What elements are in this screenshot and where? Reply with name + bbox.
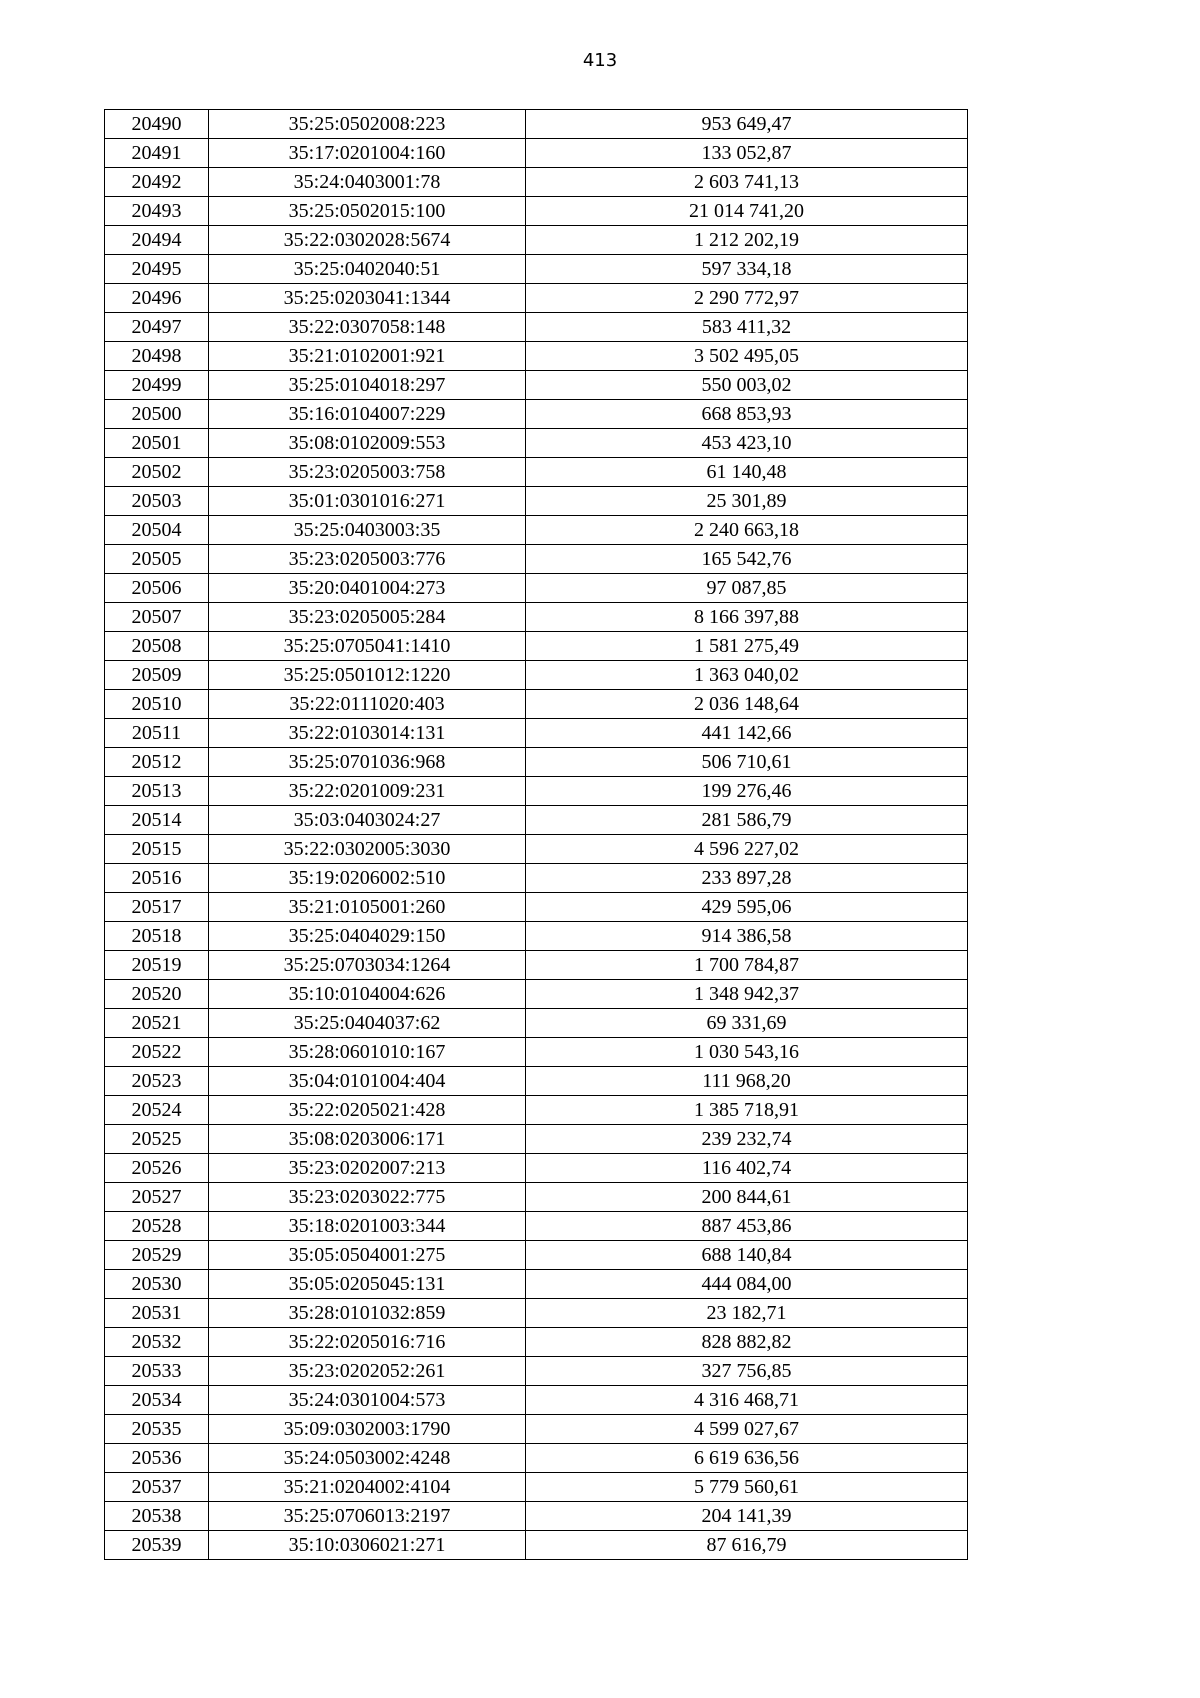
cadastral-number-cell: 35:10:0306021:271 [209,1531,526,1560]
table-row [105,690,968,719]
cadastral-value-cell: 1 581 275,49 [526,632,968,661]
row-number-cell: 20534 [105,1386,209,1415]
row-number-cell: 20499 [105,371,209,400]
cadastral-number-cell: 35:25:0404029:150 [209,922,526,951]
row-number-cell: 20528 [105,1212,209,1241]
cadastral-number-cell: 35:25:0703034:1264 [209,951,526,980]
cadastral-value-cell: 550 003,02 [526,371,968,400]
table-row [105,284,968,313]
cadastral-number-cell: 35:21:0204002:4104 [209,1473,526,1502]
row-number-cell: 20519 [105,951,209,980]
cadastral-number-cell: 35:22:0205016:716 [209,1328,526,1357]
row-number-cell: 20501 [105,429,209,458]
cadastral-number-cell: 35:23:0205003:776 [209,545,526,574]
row-number-cell: 20502 [105,458,209,487]
table-row [105,545,968,574]
table-row [105,661,968,690]
cadastral-value-cell: 1 030 543,16 [526,1038,968,1067]
cadastral-number-cell: 35:25:0502008:223 [209,110,526,139]
cadastral-value-table [104,109,968,1560]
table-row [105,1241,968,1270]
row-number-cell: 20522 [105,1038,209,1067]
cadastral-number-cell: 35:24:0403001:78 [209,168,526,197]
row-number-cell: 20492 [105,168,209,197]
cadastral-number-cell: 35:22:0307058:148 [209,313,526,342]
cadastral-number-cell: 35:08:0102009:553 [209,429,526,458]
table-row [105,980,968,1009]
row-number-cell: 20513 [105,777,209,806]
cadastral-number-cell: 35:23:0205003:758 [209,458,526,487]
cadastral-number-cell: 35:04:0101004:404 [209,1067,526,1096]
cadastral-number-cell: 35:25:0203041:1344 [209,284,526,313]
table-row [105,197,968,226]
row-number-cell: 20526 [105,1154,209,1183]
table-row [105,1328,968,1357]
cadastral-value-cell: 429 595,06 [526,893,968,922]
cadastral-value-cell: 2 603 741,13 [526,168,968,197]
table-row [105,400,968,429]
cadastral-value-cell: 165 542,76 [526,545,968,574]
table-row [105,1009,968,1038]
cadastral-value-cell: 441 142,66 [526,719,968,748]
cadastral-value-cell: 111 968,20 [526,1067,968,1096]
row-number-cell: 20512 [105,748,209,777]
cadastral-value-cell: 1 700 784,87 [526,951,968,980]
row-number-cell: 20517 [105,893,209,922]
cadastral-number-cell: 35:25:0402040:51 [209,255,526,284]
cadastral-number-cell: 35:23:0203022:775 [209,1183,526,1212]
table-row [105,777,968,806]
table-row [105,139,968,168]
row-number-cell: 20524 [105,1096,209,1125]
cadastral-number-cell: 35:22:0103014:131 [209,719,526,748]
cadastral-number-cell: 35:19:0206002:510 [209,864,526,893]
cadastral-value-cell: 953 649,47 [526,110,968,139]
row-number-cell: 20506 [105,574,209,603]
row-number-cell: 20531 [105,1299,209,1328]
table-row [105,1415,968,1444]
row-number-cell: 20533 [105,1357,209,1386]
cadastral-value-cell: 204 141,39 [526,1502,968,1531]
table-row [105,1502,968,1531]
cadastral-value-cell: 1 212 202,19 [526,226,968,255]
table-row [105,168,968,197]
cadastral-number-cell: 35:17:0201004:160 [209,139,526,168]
cadastral-number-cell: 35:23:0205005:284 [209,603,526,632]
table-row [105,458,968,487]
cadastral-number-cell: 35:28:0601010:167 [209,1038,526,1067]
cadastral-value-cell: 21 014 741,20 [526,197,968,226]
table-row [105,603,968,632]
row-number-cell: 20518 [105,922,209,951]
table-row [105,893,968,922]
row-number-cell: 20516 [105,864,209,893]
cadastral-value-cell: 97 087,85 [526,574,968,603]
row-number-cell: 20507 [105,603,209,632]
cadastral-number-cell: 35:25:0502015:100 [209,197,526,226]
cadastral-value-cell: 116 402,74 [526,1154,968,1183]
table-row [105,632,968,661]
table-row [105,342,968,371]
cadastral-value-cell: 5 779 560,61 [526,1473,968,1502]
table-row [105,719,968,748]
table-row [105,806,968,835]
cadastral-value-cell: 327 756,85 [526,1357,968,1386]
table-row [105,1038,968,1067]
row-number-cell: 20497 [105,313,209,342]
row-number-cell: 20532 [105,1328,209,1357]
row-number-cell: 20537 [105,1473,209,1502]
table-row [105,1531,968,1560]
cadastral-number-cell: 35:25:0403003:35 [209,516,526,545]
table-row [105,1270,968,1299]
page-number: 413 [582,50,618,71]
row-number-cell: 20521 [105,1009,209,1038]
table-row [105,864,968,893]
row-number-cell: 20514 [105,806,209,835]
row-number-cell: 20539 [105,1531,209,1560]
row-number-cell: 20530 [105,1270,209,1299]
cadastral-number-cell: 35:05:0205045:131 [209,1270,526,1299]
table-row [105,1357,968,1386]
cadastral-value-cell: 668 853,93 [526,400,968,429]
cadastral-value-cell: 133 052,87 [526,139,968,168]
row-number-cell: 20491 [105,139,209,168]
cadastral-value-cell: 6 619 636,56 [526,1444,968,1473]
cadastral-number-cell: 35:25:0701036:968 [209,748,526,777]
table-row [105,574,968,603]
table-row [105,429,968,458]
row-number-cell: 20503 [105,487,209,516]
cadastral-number-cell: 35:28:0101032:859 [209,1299,526,1328]
cadastral-number-cell: 35:16:0104007:229 [209,400,526,429]
table-row [105,110,968,139]
table-row [105,1444,968,1473]
table-row [105,1212,968,1241]
row-number-cell: 20495 [105,255,209,284]
cadastral-number-cell: 35:18:0201003:344 [209,1212,526,1241]
table-row [105,1096,968,1125]
cadastral-value-cell: 4 316 468,71 [526,1386,968,1415]
cadastral-value-cell: 4 599 027,67 [526,1415,968,1444]
cadastral-value-cell: 239 232,74 [526,1125,968,1154]
cadastral-value-cell: 506 710,61 [526,748,968,777]
row-number-cell: 20511 [105,719,209,748]
row-number-cell: 20527 [105,1183,209,1212]
cadastral-number-cell: 35:22:0201009:231 [209,777,526,806]
cadastral-value-cell: 828 882,82 [526,1328,968,1357]
table-row [105,748,968,777]
row-number-cell: 20490 [105,110,209,139]
row-number-cell: 20525 [105,1125,209,1154]
cadastral-value-cell: 453 423,10 [526,429,968,458]
cadastral-number-cell: 35:22:0302028:5674 [209,226,526,255]
cadastral-value-cell: 597 334,18 [526,255,968,284]
table-row [105,1067,968,1096]
cadastral-value-cell: 444 084,00 [526,1270,968,1299]
cadastral-value-cell: 1 348 942,37 [526,980,968,1009]
row-number-cell: 20515 [105,835,209,864]
table-row [105,922,968,951]
cadastral-value-cell: 233 897,28 [526,864,968,893]
table-row [105,951,968,980]
row-number-cell: 20529 [105,1241,209,1270]
table-row [105,1125,968,1154]
cadastral-value-cell: 199 276,46 [526,777,968,806]
cadastral-number-cell: 35:22:0111020:403 [209,690,526,719]
cadastral-value-cell: 1 385 718,91 [526,1096,968,1125]
cadastral-value-cell: 25 301,89 [526,487,968,516]
table-body [105,110,968,1560]
row-number-cell: 20523 [105,1067,209,1096]
cadastral-number-cell: 35:22:0302005:3030 [209,835,526,864]
table-row [105,313,968,342]
cadastral-value-cell: 69 331,69 [526,1009,968,1038]
cadastral-value-cell: 4 596 227,02 [526,835,968,864]
row-number-cell: 20535 [105,1415,209,1444]
cadastral-number-cell: 35:05:0504001:275 [209,1241,526,1270]
cadastral-value-cell: 914 386,58 [526,922,968,951]
table-row [105,1183,968,1212]
cadastral-number-cell: 35:24:0301004:573 [209,1386,526,1415]
cadastral-number-cell: 35:08:0203006:171 [209,1125,526,1154]
row-number-cell: 20509 [105,661,209,690]
cadastral-number-cell: 35:24:0503002:4248 [209,1444,526,1473]
cadastral-number-cell: 35:21:0102001:921 [209,342,526,371]
row-number-cell: 20520 [105,980,209,1009]
cadastral-number-cell: 35:21:0105001:260 [209,893,526,922]
cadastral-number-cell: 35:25:0706013:2197 [209,1502,526,1531]
table-row [105,255,968,284]
cadastral-value-cell: 688 140,84 [526,1241,968,1270]
row-number-cell: 20505 [105,545,209,574]
row-number-cell: 20498 [105,342,209,371]
cadastral-value-cell: 887 453,86 [526,1212,968,1241]
row-number-cell: 20494 [105,226,209,255]
row-number-cell: 20536 [105,1444,209,1473]
cadastral-value-cell: 87 616,79 [526,1531,968,1560]
row-number-cell: 20504 [105,516,209,545]
table-row [105,487,968,516]
cadastral-value-cell: 23 182,71 [526,1299,968,1328]
cadastral-value-cell: 2 036 148,64 [526,690,968,719]
table-row [105,371,968,400]
cadastral-number-cell: 35:03:0403024:27 [209,806,526,835]
cadastral-value-cell: 281 586,79 [526,806,968,835]
cadastral-value-cell: 3 502 495,05 [526,342,968,371]
table-row [105,1386,968,1415]
cadastral-value-cell: 583 411,32 [526,313,968,342]
row-number-cell: 20510 [105,690,209,719]
cadastral-value-cell: 61 140,48 [526,458,968,487]
table-row [105,226,968,255]
cadastral-number-cell: 35:10:0104004:626 [209,980,526,1009]
cadastral-number-cell: 35:23:0202052:261 [209,1357,526,1386]
row-number-cell: 20493 [105,197,209,226]
cadastral-number-cell: 35:01:0301016:271 [209,487,526,516]
row-number-cell: 20496 [105,284,209,313]
cadastral-value-cell: 2 290 772,97 [526,284,968,313]
cadastral-number-cell: 35:25:0404037:62 [209,1009,526,1038]
cadastral-value-cell: 1 363 040,02 [526,661,968,690]
table-row [105,1154,968,1183]
cadastral-value-cell: 8 166 397,88 [526,603,968,632]
row-number-cell: 20538 [105,1502,209,1531]
cadastral-value-cell: 2 240 663,18 [526,516,968,545]
table-row [105,835,968,864]
cadastral-number-cell: 35:20:0401004:273 [209,574,526,603]
cadastral-number-cell: 35:25:0705041:1410 [209,632,526,661]
cadastral-value-cell: 200 844,61 [526,1183,968,1212]
table-row [105,1299,968,1328]
cadastral-number-cell: 35:23:0202007:213 [209,1154,526,1183]
cadastral-number-cell: 35:25:0104018:297 [209,371,526,400]
table-row [105,1473,968,1502]
table-row [105,516,968,545]
row-number-cell: 20500 [105,400,209,429]
row-number-cell: 20508 [105,632,209,661]
cadastral-number-cell: 35:25:0501012:1220 [209,661,526,690]
cadastral-number-cell: 35:09:0302003:1790 [209,1415,526,1444]
cadastral-number-cell: 35:22:0205021:428 [209,1096,526,1125]
